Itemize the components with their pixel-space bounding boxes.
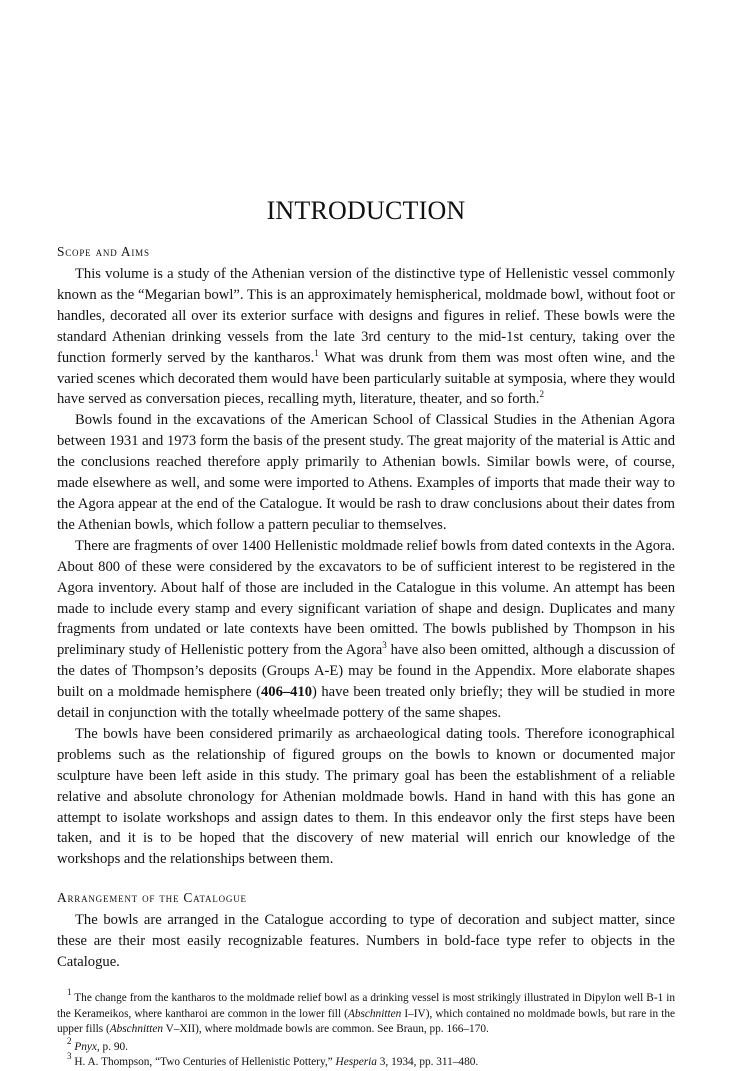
footnote-2-text: , p. 90.	[96, 1040, 128, 1053]
footnote-3-italic: Hesperia	[335, 1056, 377, 1068]
paragraph-1	[57, 264, 675, 410]
footnote-3	[57, 1051, 675, 1071]
paragraph-3-text-c: ) have been treated only briefly; they will be studied in more detail in conjunction with the totally wheelmade pottery of the same shapes.	[57, 684, 675, 722]
footnote-1	[57, 987, 675, 1038]
footnote-3-text-a: H. A. Thompson, “Two Centuries of Hellenistic Pottery,”	[71, 1056, 336, 1068]
footnote-1-text-b: I–IV), which contained no moldmade bowls, but rare in the upper fills (	[57, 1007, 675, 1035]
paragraph-4: The bowls have been considered primarily as archaeological dating tools. Therefore iconographical problems such as the relationship of figured groups on the bowls to known or documented major sculpture have been left aside in this study. The primary goal has been the establishment of a reliable relative and absolute chronology for Athenian moldmade bowls. Hand in hand with this has gone an attempt to isolate workshops and assign dates to them. In this endeavor only the first steps have been taken, and it is to be hoped that the discovery of new material will enrich our knowledge of the workshops and the relationships between them.	[57, 725, 675, 868]
section-heading-arrangement: Arrangement of the Catalogue	[57, 890, 247, 906]
section-heading-scope: Scope and Aims	[57, 244, 150, 259]
footnote-1-number: 1	[67, 987, 72, 997]
footnote-ref-3[interactable]: 3	[382, 640, 387, 651]
page	[57, 196, 675, 1071]
paragraph-5: The bowls are arranged in the Catalogue according to type of decoration and subject matter, since these are their most easily recognizable features. Numbers in bold-face type refer to objects in the Catalogue.	[57, 912, 675, 971]
paragraph-3-text-a: There are fragments of over 1400 Hellenistic moldmade relief bowls from dated contexts in the Agora. About 800 of these were considered by the excavators to be of sufficient interest to be registered in the Agora inventory. About half of those are included in the Catalogue in this volume. An attempt has been made to include every stamp and every significant variation of shape and design. Duplicates and many fragments from undated or late contexts have been omitted. The bowls published by Thompson in his preliminary study of Hellenistic pottery from the Agora	[57, 537, 675, 659]
page-title: INTRODUCTION	[266, 196, 466, 225]
footnote-1-text-c: V–XII), where moldmade bowls are common. See Braun, pp. 166–170.	[163, 1023, 489, 1035]
paragraph-1-text-b: What was drunk from them was most often wine, and the varied scenes which decorated them would have been particularly suitable at symposia, where they would have served as conversation pieces, recalling myth, literature, theater, and so forth.	[57, 349, 676, 408]
footnote-1-italic-1: Abschnitten	[347, 1007, 402, 1020]
footnote-ref-2[interactable]: 2	[539, 389, 544, 400]
footnote-ref-1[interactable]: 1	[314, 347, 319, 358]
paragraph-3-text-b: have also been omitted, although a discussion of the dates of Thompson’s deposits (Groups A-E) may be found in the Appendix. More elaborate shapes built on a moldmade hemisphere (	[57, 642, 675, 701]
footnote-2-italic: Pnyx	[74, 1040, 97, 1053]
footnote-1-text-a: The change from the kantharos to the moldmade relief bowl as a drinking vessel is most strikingly illustrated in Dipylon well B-1 in the Kerameikos, where kantharoi are common in the lower fill (	[57, 992, 675, 1020]
paragraph-1-text-a: This volume is a study of the Athenian version of the distinctive type of Hellenistic vessel commonly known as the “Megarian bowl”. This is an approximately hemispherical, moldmade bowl, without foot or handles, decorated all over its exterior surface with designs and figures in relief. These bowls were the standard Athenian drinking vessels from the late 3rd century to the mid-1st century, taking over the function formerly served by the kantharos.	[57, 266, 675, 366]
paragraph-3	[57, 536, 675, 724]
footnote-2	[57, 1035, 675, 1056]
footnote-3-text-b: 3, 1934, pp. 311–480.	[376, 1056, 479, 1068]
footnote-2-number: 2	[67, 1035, 72, 1046]
footnotes	[57, 987, 675, 1071]
footnote-3-number: 3	[67, 1051, 72, 1061]
paragraph-2: Bowls found in the excavations of the American School of Classical Studies in the Athenian Agora between 1931 and 1973 form the basis of the present study. The great majority of the material is Attic and the conclusions reached therefore apply primarily to Athenian bowls. Similar bowls were, of course, made elsewhere as well, and some were imported to Athens. Examples of imports that made their way to the Agora appear at the end of the Catalogue. It would be rash to draw conclusions about their dates from the Athenian bowls, which follow a pattern peculiar to themselves.	[57, 412, 675, 533]
footnote-1-italic-2: Abschnitten	[109, 1023, 164, 1035]
catalogue-range: 406–410	[260, 684, 313, 701]
